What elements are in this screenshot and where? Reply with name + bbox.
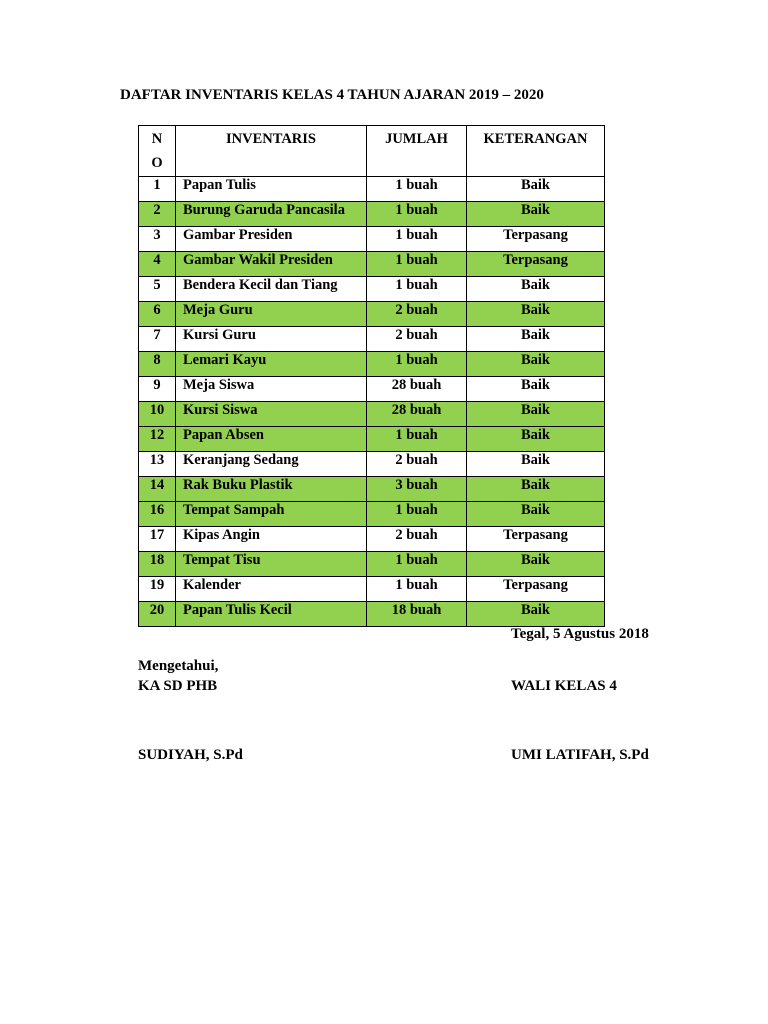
cell-note: Baik: [467, 602, 605, 627]
cell-item: Kursi Siswa: [176, 402, 367, 427]
table-row: [139, 427, 605, 452]
cell-no: 7: [139, 327, 176, 352]
header-note: KETERANGAN: [467, 126, 605, 177]
cell-item: Tempat Tisu: [176, 552, 367, 577]
cell-item: Tempat Sampah: [176, 502, 367, 527]
cell-item: Lemari Kayu: [176, 352, 367, 377]
cell-qty: 2 buah: [367, 452, 467, 477]
place-date: Tegal, 5 Agustus 2018: [511, 626, 649, 642]
cell-no: 2: [139, 202, 176, 227]
header-no-line2: O: [151, 155, 163, 171]
document-title: DAFTAR INVENTARIS KELAS 4 TAHUN AJARAN 2019 – 2020: [120, 87, 544, 103]
cell-qty: 3 buah: [367, 477, 467, 502]
table-row: [139, 402, 605, 427]
cell-qty: 1 buah: [367, 227, 467, 252]
table-row: [139, 552, 605, 577]
cell-item: Papan Tulis: [176, 177, 367, 202]
cell-item: Rak Buku Plastik: [176, 477, 367, 502]
cell-qty: 28 buah: [367, 377, 467, 402]
cell-item: Papan Tulis Kecil: [176, 602, 367, 627]
cell-no: 9: [139, 377, 176, 402]
table-row: [139, 177, 605, 202]
cell-note: Terpasang: [467, 527, 605, 552]
cell-item: Kipas Angin: [176, 527, 367, 552]
cell-no: 19: [139, 577, 176, 602]
cell-note: Baik: [467, 202, 605, 227]
table-row: [139, 227, 605, 252]
left-signatory-role: KA SD PHB: [138, 678, 218, 694]
cell-note: Terpasang: [467, 577, 605, 602]
cell-no: 17: [139, 527, 176, 552]
cell-no: 16: [139, 502, 176, 527]
cell-item: Meja Siswa: [176, 377, 367, 402]
cell-note: Baik: [467, 477, 605, 502]
cell-qty: 2 buah: [367, 527, 467, 552]
cell-no: 14: [139, 477, 176, 502]
table-row: [139, 202, 605, 227]
cell-no: 5: [139, 277, 176, 302]
cell-no: 8: [139, 352, 176, 377]
table-row: [139, 477, 605, 502]
cell-item: Burung Garuda Pancasila: [176, 202, 367, 227]
cell-qty: 1 buah: [367, 352, 467, 377]
cell-item: Gambar Wakil Presiden: [176, 252, 367, 277]
cell-item: Meja Guru: [176, 302, 367, 327]
table-row: [139, 252, 605, 277]
cell-item: Bendera Kecil dan Tiang: [176, 277, 367, 302]
cell-note: Baik: [467, 302, 605, 327]
table-row: [139, 352, 605, 377]
cell-note: Terpasang: [467, 252, 605, 277]
cell-note: Baik: [467, 352, 605, 377]
table-row: [139, 602, 605, 627]
table-row: [139, 577, 605, 602]
cell-no: 4: [139, 252, 176, 277]
cell-qty: 1 buah: [367, 427, 467, 452]
cell-note: Baik: [467, 177, 605, 202]
table-row: [139, 452, 605, 477]
cell-note: Baik: [467, 277, 605, 302]
cell-qty: 1 buah: [367, 577, 467, 602]
cell-note: Baik: [467, 327, 605, 352]
right-signatory-name: UMI LATIFAH, S.Pd: [511, 747, 649, 763]
table-row: [139, 527, 605, 552]
table-row: [139, 502, 605, 527]
cell-no: 18: [139, 552, 176, 577]
cell-item: Papan Absen: [176, 427, 367, 452]
cell-note: Baik: [467, 427, 605, 452]
cell-qty: 2 buah: [367, 302, 467, 327]
cell-qty: 2 buah: [367, 327, 467, 352]
cell-no: 10: [139, 402, 176, 427]
cell-note: Baik: [467, 377, 605, 402]
cell-no: 12: [139, 427, 176, 452]
cell-qty: 28 buah: [367, 402, 467, 427]
table-row: [139, 302, 605, 327]
header-no: [139, 126, 176, 177]
cell-qty: 1 buah: [367, 552, 467, 577]
cell-item: Kursi Guru: [176, 327, 367, 352]
cell-note: Baik: [467, 502, 605, 527]
cell-qty: 1 buah: [367, 252, 467, 277]
cell-no: 20: [139, 602, 176, 627]
cell-qty: 1 buah: [367, 202, 467, 227]
acknowledged-label: Mengetahui,: [138, 658, 219, 674]
cell-no: 6: [139, 302, 176, 327]
header-item: INVENTARIS: [176, 126, 367, 177]
cell-qty: 1 buah: [367, 177, 467, 202]
cell-item: Kalender: [176, 577, 367, 602]
cell-qty: 18 buah: [367, 602, 467, 627]
inventory-table: [138, 125, 605, 627]
left-signatory-name: SUDIYAH, S.Pd: [138, 747, 243, 763]
right-signatory-role: WALI KELAS 4: [511, 678, 617, 694]
table-header-row: [139, 126, 605, 177]
header-qty: JUMLAH: [367, 126, 467, 177]
cell-note: Terpasang: [467, 227, 605, 252]
table-row: [139, 277, 605, 302]
cell-qty: 1 buah: [367, 502, 467, 527]
cell-qty: 1 buah: [367, 277, 467, 302]
cell-no: 1: [139, 177, 176, 202]
cell-no: 13: [139, 452, 176, 477]
cell-no: 3: [139, 227, 176, 252]
cell-note: Baik: [467, 452, 605, 477]
table-row: [139, 327, 605, 352]
cell-note: Baik: [467, 402, 605, 427]
table-body: [139, 177, 605, 627]
table-row: [139, 377, 605, 402]
cell-item: Keranjang Sedang: [176, 452, 367, 477]
cell-item: Gambar Presiden: [176, 227, 367, 252]
header-no-line1: N: [151, 131, 163, 147]
cell-note: Baik: [467, 552, 605, 577]
